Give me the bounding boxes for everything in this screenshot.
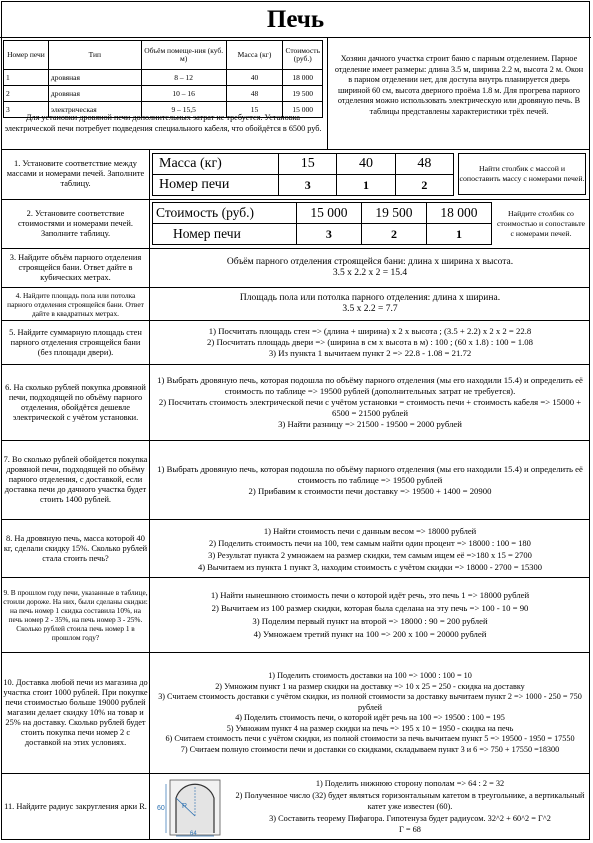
table-cell: 2 (361, 224, 426, 245)
table-cell: 15 (226, 102, 283, 118)
table-cell: 3 (4, 102, 49, 118)
task-2-answer-table (152, 202, 492, 245)
task-3-solution (152, 250, 588, 286)
installation-note: Для установки дровяной печи дополнительных затрат не требуется. Установка электрической печи потребует подведения специального кабеля, что обойдётся в 6500 руб. (4, 113, 322, 133)
divider (1, 577, 590, 578)
solution-line: Площадь пола или потолка парного отделения: длина x ширина. (239, 293, 501, 303)
column-header: Объём помеще-ния (куб. м) (141, 41, 226, 70)
figure-label-width: 64 (190, 831, 197, 837)
task-8-solution (152, 521, 588, 576)
table-cell: 10 – 16 (141, 86, 226, 102)
table-cell: дровяная (48, 86, 141, 102)
task-2-hint: Найдите столбик со стоимостью и сопоставьте с номерами печей. (496, 208, 586, 238)
table-cell: 48 (395, 154, 453, 175)
table-cell: 48 (226, 86, 283, 102)
solution-line: 1) Выбрать дровяную печь, которая подошла по объёму парного отделения (мы его находили 15.4) и определить её стоимость по таблице => 19500 рублей (дополнительных затрат не требуется). (157, 375, 583, 396)
table-cell: 18 000 (426, 203, 491, 224)
divider (1, 149, 590, 150)
solution-line: 2) Посчитать площадь двери => (ширина в см x высота в м) : 100 ; (60 x 1.8) : 100 = 1.08 (207, 337, 533, 347)
table-row (153, 175, 454, 196)
solution-line: 1) Поделить нижнюю сторону пополам => 64 : 2 = 32 (315, 779, 505, 789)
task-11-solution (232, 775, 588, 839)
table-cell: 15 000 (283, 102, 323, 118)
table-row (153, 154, 454, 175)
divider (1, 773, 590, 774)
figure-label-height: 60 (157, 805, 165, 812)
table-cell: дровяная (48, 70, 141, 86)
table-row (153, 203, 492, 224)
table-cell: 2 (395, 175, 453, 196)
table-cell: 18 000 (283, 70, 323, 86)
page-title: Печь (0, 3, 591, 38)
task-1-hint: Найти столбик с массой и сопоставить массу с номерами печей. (458, 153, 586, 195)
task-1-answer-table (152, 153, 454, 196)
table-cell: электрическая (48, 102, 141, 118)
table-cell: 40 (226, 70, 283, 86)
table-cell: 1 (426, 224, 491, 245)
divider (1, 440, 590, 441)
column-header: Стоимость (руб.) (283, 41, 323, 70)
solution-line: 2) Прибавим к стоимости печи доставку => 19500 + 1400 = 20900 (248, 485, 492, 496)
problem-intro: Хозяин дачного участка строит баню с парным отделением. Парное отделение имеет размеры: длина 3.5 м, ширина 2.2 м, высота 2 м. Окон в парном отделении нет, для доступа внутрь планируется дверь шириной 60 см, высота дверного проёма 1.8 м. Для прогрева парного отделения можно использовать электрическую или дровяную печь. В таблицы представлены характеристики трёх печей. (334, 54, 584, 116)
solution-line: Объём парного отделения строящейся бани: длина x ширина x высота. (226, 257, 514, 267)
table-cell: 1 (337, 175, 395, 196)
table-cell: 8 – 12 (141, 70, 226, 86)
solution-line: 3) Поделим первый пункт на второй => 18000 : 90 = 200 рублей (252, 616, 488, 626)
task-1-question: 1. Установите соответствие между массами и номерами печей. Заполните таблицу. (6, 159, 145, 188)
divider (1, 652, 590, 653)
solution-line: 2) Поделить стоимость печи на 100, тем самым найти один процент => 18000 : 100 = 180 (209, 537, 531, 548)
solution-line: Г = 68 (399, 825, 421, 835)
solution-line: 2) Посчитать стоимость электрической печи с учётом установки = стоимость печи + стоимость кабеля => 15000 + 6500 = 21500 рублей (158, 397, 582, 418)
row-label: Масса (кг) (153, 154, 279, 175)
task-3-question: 3. Найдите объём парного отделения строящейся бани. Ответ дайте в кубических метрах. (9, 253, 142, 282)
task-8-question: 8. На дровяную печь, масса которой 40 кг, сделали скидку 15%. Сколько рублей стала стоить печь? (3, 533, 148, 563)
solution-line: 1) Найти стоимость печи с данным весом => 18000 рублей (263, 525, 477, 536)
table-cell: 19 500 (361, 203, 426, 224)
table-cell: 2 (4, 86, 49, 102)
divider (1, 364, 590, 365)
solution-line: 3.5 x 2.2 = 7.7 (342, 304, 398, 314)
table-cell: 15 000 (296, 203, 361, 224)
task-10-solution (152, 654, 588, 772)
task-7-solution (152, 442, 588, 518)
divider (327, 38, 328, 149)
solution-line: 7) Считаем полную стоимости печи и доставки со скидками, складываем пункт 3 и 6 => 750 + 17550 =18300 (180, 744, 560, 754)
task-2-question: 2. Установите соответствие стоимостями и номерами печей. Заполните таблицу. (17, 208, 133, 238)
task-4-solution (152, 289, 588, 319)
task-5-solution (152, 322, 588, 363)
divider (1, 199, 590, 200)
column-header: Тип (48, 41, 141, 70)
solution-line: 1) Поделить стоимость доставки на 100 => 1000 : 100 = 10 (268, 671, 472, 680)
arch-diagram (154, 776, 228, 838)
row-label: Стоимость (руб.) (153, 203, 297, 224)
figure-label-radius: R (182, 803, 188, 810)
solution-line: 4) Вычитаем из пункта 1 пункт 3, находим стоимость с учётом скидки => 18000 - 2700 = 15300 (198, 561, 542, 572)
stove-table (3, 40, 323, 118)
arch-figure (154, 776, 228, 838)
task-11-question: 11. Найдите радиус закругления арки R. (4, 802, 147, 811)
solution-line: 3.5 x 2.2 x 2 = 15.4 (332, 268, 408, 278)
divider (1, 248, 590, 249)
task-9-solution (152, 579, 588, 651)
solution-line: 4) Умножаем третий пункт на 100 => 200 x 100 = 20000 рублей (253, 629, 487, 639)
task-9-question: 9. В прошлом году печи, указанные в таблице, стоили дороже. На них, были сделаны скидки: на печь номер 1 скидка составила 10%, на печь номер 2 - 35%, на печь номер 3 - 25%. Сколько рублей стоила печь номер 1 в прошлом году? (3, 588, 148, 642)
solution-line: 2) Вычитаем из 100 размер скидки, которая была сделана на эту печь => 100 - 10 = 90 (211, 603, 529, 613)
solution-line: 1) Выбрать дровяную печь, которая подошла по объёму парного отделения (мы его находили 15.4) и определить её стоимость по таблице => 19500 рублей (157, 463, 583, 485)
task-10-question: 10. Доставка любой печи из магазина до участка стоит 1000 рублей. При покупке печи стоимостью больше 19000 рублей магазин делает скидку 10% на товар и 25% на доставку. Сколько рублей будет стоить покупка печи номер 2 с доставкой на этих условиях. (3, 678, 148, 747)
table-cell: 9 – 15,5 (141, 102, 226, 118)
solution-line: 2) Умножим пункт 1 на размер скидки на доставку => 10 x 25 = 250 - скидка на доставку (215, 681, 525, 691)
table-cell: 1 (4, 70, 49, 86)
table-row (153, 224, 492, 245)
solution-line: 3) Результат пункта 2 умножаем на размер скидки, тем самым ищем её =>180 x 15 = 2700 (208, 549, 532, 560)
solution-line: 3) Из пункта 1 вычитаем пункт 2 => 22.8 - 1.08 = 21.72 (268, 348, 472, 358)
solution-line: 2) Полученное число (32) будет являться горизонтальным катетом в треугольнике, а вертикальный катет уже известен (60). (235, 790, 585, 812)
task-6-question: 6. На сколько рублей покупка дровяной печи, подходящей по объёму парного отделения, обойдётся дешевле электрической с учётом установки. (5, 382, 146, 422)
column-header: Номер печи (4, 41, 49, 70)
solution-line: 1) Посчитать площадь стен => (длина + ширина) x 2 x высота ; (3.5 + 2.2) x 2 x 2 = 22.8 (208, 326, 532, 336)
solution-line: 4) Поделить стоимость печи, о которой идёт речь на 100 => 19500 : 100 = 195 (235, 713, 505, 722)
solution-line: 3) Найти разницу => 21500 - 19500 = 2000 рублей (278, 419, 462, 429)
task-5-question: 5. Найдите суммарную площадь стен парного отделения строящейся бани (без площади двери). (9, 327, 142, 357)
table-row (4, 86, 323, 102)
row-label: Номер печи (153, 175, 279, 196)
table-cell: 40 (337, 154, 395, 175)
divider (1, 287, 590, 288)
table-cell: 15 (279, 154, 337, 175)
solution-line: 5) Умножим пункт 4 на размер скидки на печь => 195 x 10 = 1950 - скидка на печь (226, 723, 514, 733)
solution-line: 6) Считаем стоимость печи с учётом скидки, из полной стоимости за печь вычитаем пункт 5 => 19500 - 1950 = 17550 (165, 734, 575, 743)
row-label: Номер печи (153, 224, 297, 245)
divider (149, 149, 150, 839)
table-row (4, 70, 323, 86)
table-cell: 3 (279, 175, 337, 196)
divider (1, 519, 590, 520)
table-header-row (4, 41, 323, 70)
task-6-solution (152, 366, 588, 439)
table-cell: 3 (296, 224, 361, 245)
column-header: Масса (кг) (226, 41, 283, 70)
solution-line: 3) Составить теорему Пифагора. Гипотенуза будет радиусом. 32^2 + 60^2 = Г^2 (269, 813, 551, 823)
solution-line: 1) Найти нынешнюю стоимость печи о которой идёт речь, это печь 1 => 18000 рублей (210, 590, 530, 600)
task-7-question: 7. Во сколько рублей обойдется покупка дровяной печи, подходящей по объёму парного отделения, с доставкой, если доставка печи до дачного участка будет стоить 1400 рублей. (3, 455, 148, 504)
task-4-question: 4. Найдите площадь пола или потолка парного отделения строящейся бани. Ответ дайте в квадратных метрах. (7, 290, 144, 318)
divider (1, 320, 590, 321)
solution-line: 3) Считаем стоимость доставки с учётом скидки, из полной стоимости за доставку вычитаем пункт 2 => 1000 - 250 = 750 рублей (158, 692, 582, 712)
table-cell: 19 500 (283, 86, 323, 102)
